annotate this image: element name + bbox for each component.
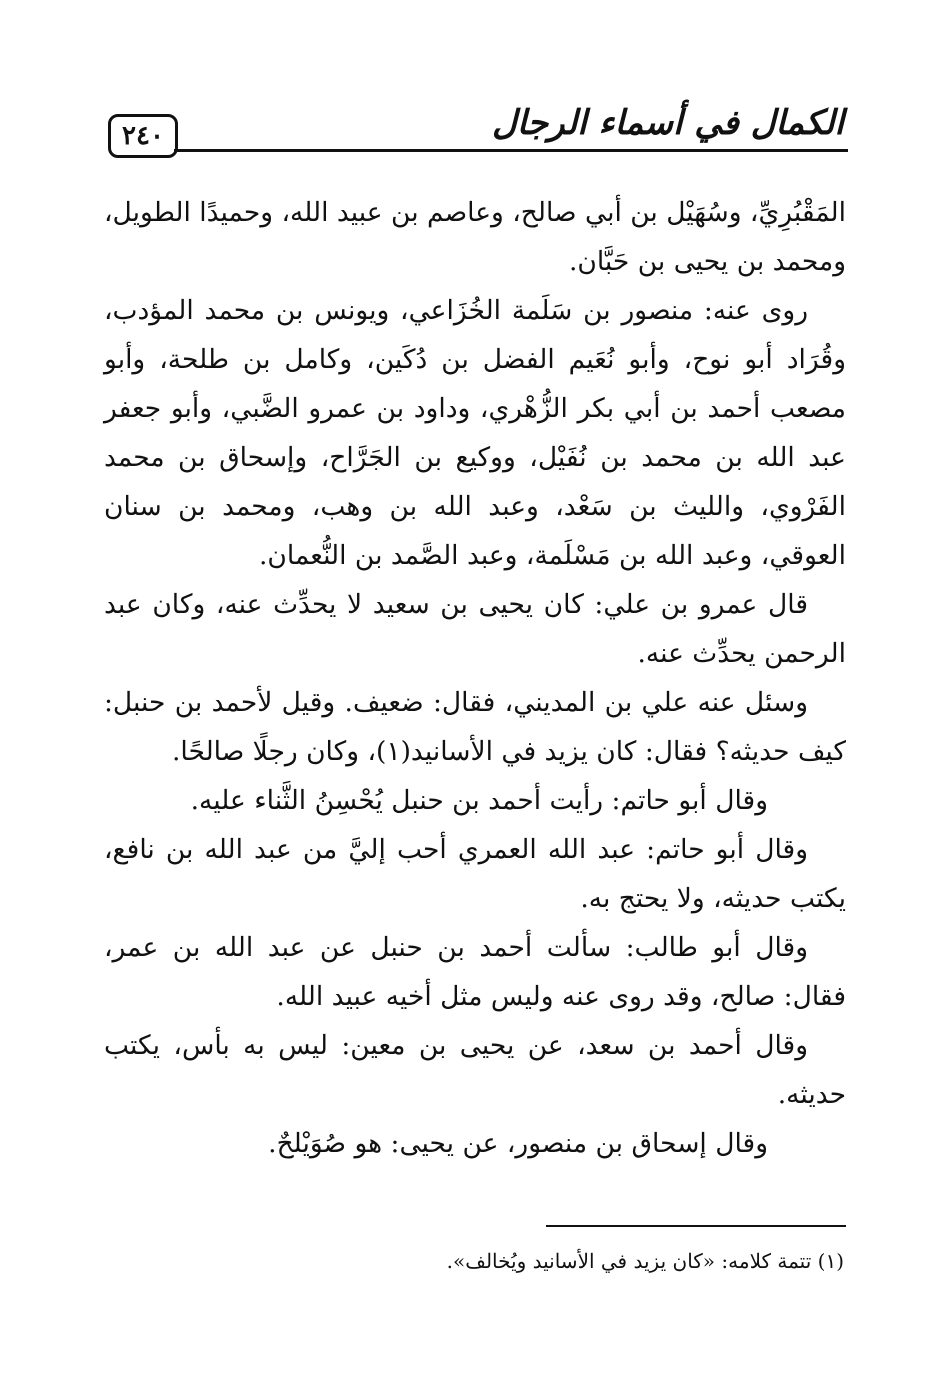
main-text (104, 188, 846, 1168)
page-number: ٢٤٠ (108, 114, 178, 158)
paragraph-1: المَقْبُرِيِّ، وسُهَيْل بن أبي صالح، وعاصم بن عبيد الله، وحميدًا الطويل، ومحمد بن يحيى بن حَبَّان. (104, 197, 846, 277)
paragraph-4: وسئل عنه علي بن المديني، فقال: ضعيف. وقيل لأحمد بن حنبل: كيف حديثه؟ فقال: كان يزيد في الأسانيد(١)، وكان رجلًا صالحًا. (104, 687, 846, 767)
paragraph-5: وقال أبو حاتم: رأيت أحمد بن حنبل يُحْسِنُ الثَّناء عليه. (190, 785, 768, 816)
footnote: (١) تتمة كلامه: «كان يزيد في الأسانيد ويُخالف». (446, 1249, 844, 1273)
header-rule (174, 149, 848, 152)
book-title: الكمال في أسماء الرجال (492, 103, 844, 143)
paragraph-3: قال عمرو بن علي: كان يحيى بن سعيد لا يحدِّث عنه، وكان عبد الرحمن يحدِّث عنه. (104, 589, 846, 669)
page-header (100, 98, 848, 160)
paragraph-7: وقال أبو طالب: سألت أحمد بن حنبل عن عبد الله بن عمر، فقال: صالح، وقد روى عنه وليس مثل أخيه عبيد الله. (104, 932, 846, 1012)
footnote-separator (546, 1225, 846, 1227)
paragraph-8: وقال أحمد بن سعد، عن يحيى بن معين: ليس به بأس، يكتب حديثه. (104, 1030, 846, 1110)
paragraph-9: وقال إسحاق بن منصور، عن يحيى: هو صُوَيْلحٌ. (268, 1128, 768, 1159)
paragraph-2: روى عنه: منصور بن سَلَمة الخُزَاعي، ويونس بن محمد المؤدب، وقُرَاد أبو نوح، وأبو نُعَيم الفضل بن دُكَين، وكامل بن طلحة، وأبو مصعب أحمد بن أبي بكر الزُّهْري، وداود بن عمرو الضَّبي، وأبو جعفر عبد الله بن محمد بن نُفَيْل، ووكيع بن الجَرَّاح، وإسحاق بن محمد الفَرْوي، والليث بن سَعْد، وعبد الله بن وهب، ومحمد بن سنان العوقي، وعبد الله بن مَسْلَمة، وعبد الصَّمد بن النُّعمان. (104, 295, 846, 571)
paragraph-6: وقال أبو حاتم: عبد الله العمري أحب إليَّ من عبد الله بن نافع، يكتب حديثه، ولا يحتج به. (104, 834, 846, 914)
